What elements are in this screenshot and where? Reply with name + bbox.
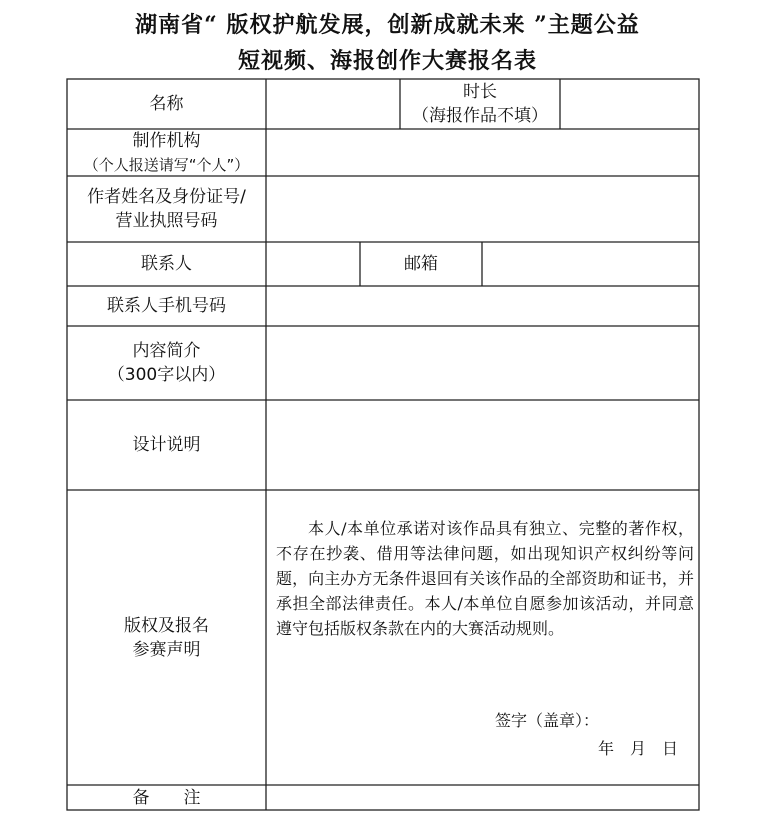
label-org-text: 制作机构 <box>132 130 201 151</box>
label-org-note: （个人报送请写“个人”） <box>83 155 250 174</box>
form-title-line2: 短视频、海报创作大赛报名表 <box>237 48 537 74</box>
label-author-line2: 营业执照号码 <box>115 211 218 231</box>
contact-field[interactable] <box>267 243 359 285</box>
label-email <box>360 242 482 286</box>
summary-field[interactable] <box>267 327 698 399</box>
remarks-field[interactable] <box>267 786 698 809</box>
label-email-text: 邮箱 <box>404 254 438 274</box>
label-summary <box>67 326 266 400</box>
declaration-text: 本人/本单位承诺对该作品具有独立、完整的著作权，不存在抄袭、借用等法律问题，如出现知识产权纠纷等问题，向主办方无条件退回有关该作品的全部资助和证书，并承担全部法律责任。本人/本单位自愿参加该活动，并同意遵守包括版权条款在内的大赛活动规则。 <box>276 519 694 638</box>
label-copyright <box>67 490 266 785</box>
label-phone-text: 联系人手机号码 <box>107 296 226 316</box>
design-field[interactable] <box>267 401 698 489</box>
duration-field[interactable] <box>561 80 698 128</box>
form-title-line1: 湖南省“ 版权护航发展，创新成就未来 ”主题公益 <box>135 12 640 38</box>
signature-field[interactable] <box>560 700 695 734</box>
label-org <box>67 129 266 176</box>
label-contact <box>67 242 266 286</box>
label-name-text: 名称 <box>149 94 184 114</box>
label-remarks-text: 备 注 <box>132 787 201 808</box>
phone-field[interactable] <box>267 287 698 325</box>
label-name <box>67 79 266 129</box>
email-field[interactable] <box>483 243 698 285</box>
label-copyright-line1: 版权及报名 <box>124 615 209 636</box>
author-field[interactable] <box>267 177 698 241</box>
label-duration-text: 时长 <box>463 82 497 102</box>
name-field[interactable] <box>267 80 399 128</box>
label-design-text: 设计说明 <box>132 435 201 455</box>
label-duration-note: （海报作品不填） <box>412 106 548 126</box>
label-duration <box>400 79 560 129</box>
org-field[interactable] <box>267 130 698 175</box>
label-design <box>67 400 266 490</box>
label-author <box>67 176 266 242</box>
label-summary-text: 内容简介 <box>132 341 201 361</box>
signature-label: 签字（盖章）： <box>494 711 599 730</box>
date-label: 年 月 日 <box>598 739 679 758</box>
label-summary-note: （300字以内） <box>107 365 226 385</box>
label-contact-text: 联系人 <box>141 254 192 274</box>
label-remarks <box>67 785 266 810</box>
label-phone <box>67 286 266 326</box>
label-copyright-line2: 参赛声明 <box>132 639 201 660</box>
label-author-line1: 作者姓名及身份证号/ <box>87 187 246 207</box>
